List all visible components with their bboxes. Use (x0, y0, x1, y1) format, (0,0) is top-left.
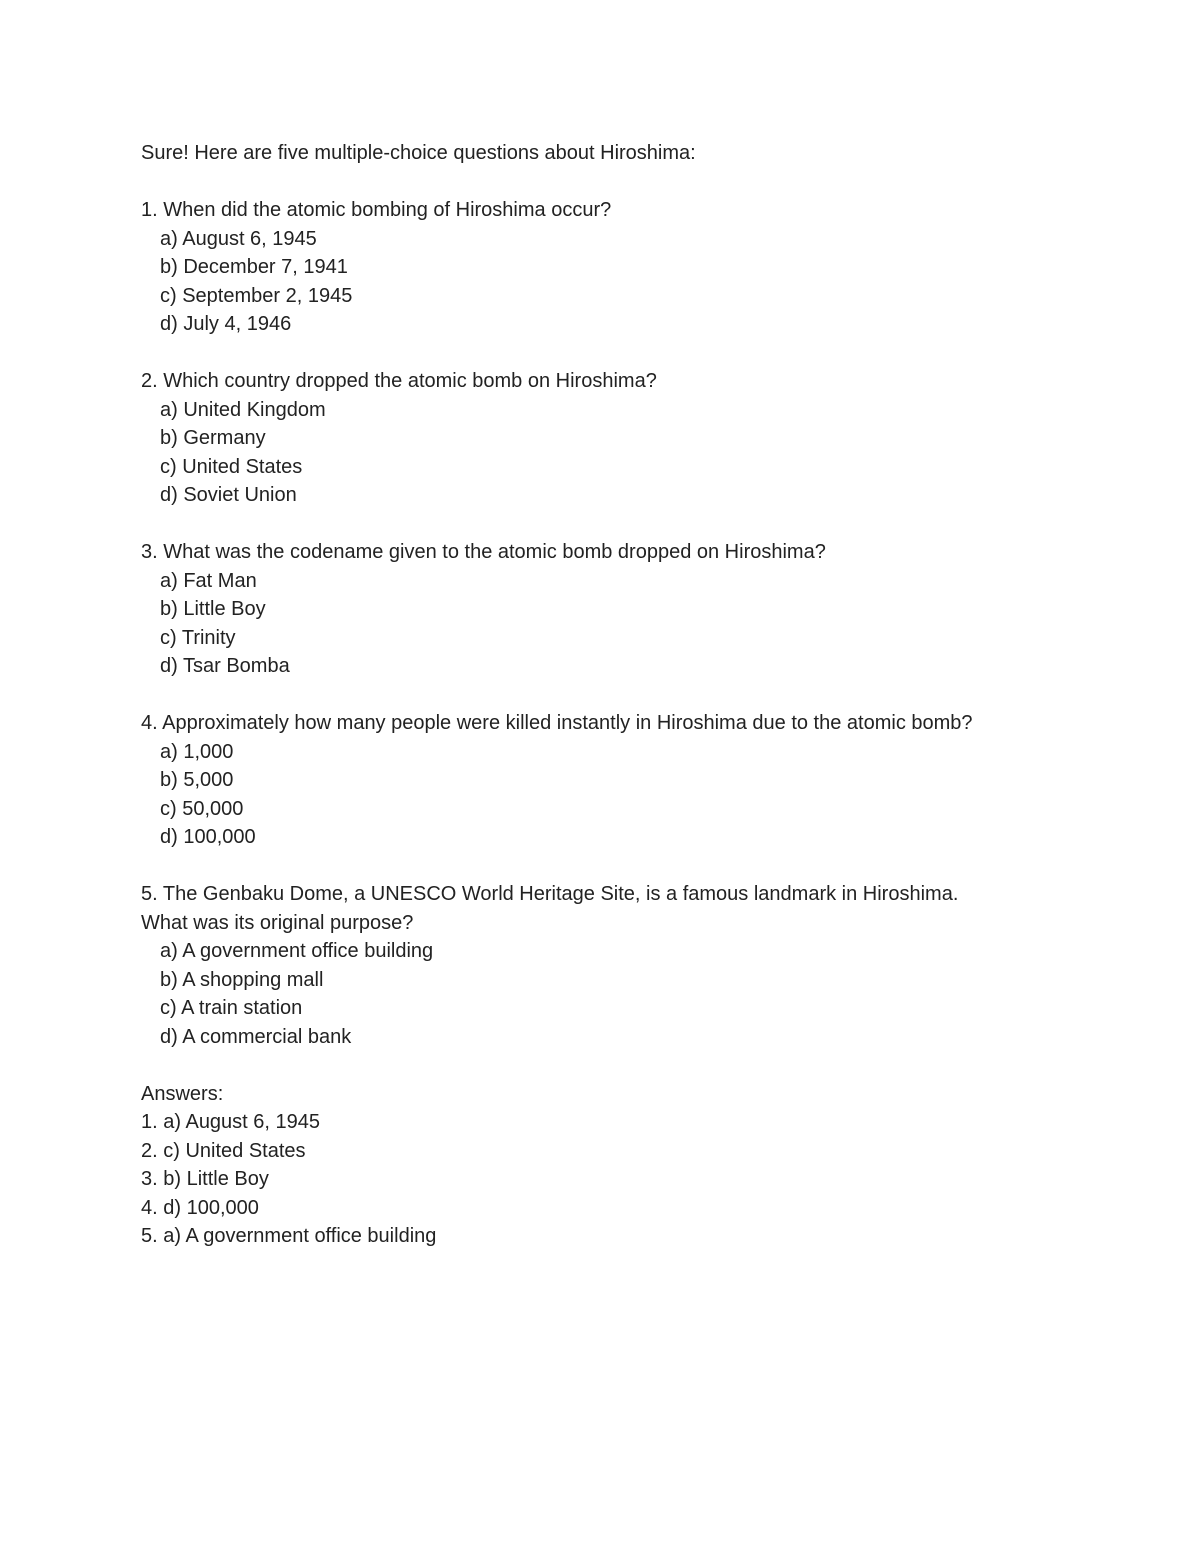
answer-option: c) 50,000 (160, 797, 244, 820)
answer-option: b) A shopping mall (160, 968, 324, 991)
spacer (141, 339, 1141, 368)
answer-option: a) A government office building (160, 940, 434, 962)
answer-option: c) A train station (160, 997, 303, 1019)
spacer (141, 510, 1141, 539)
question-prompt: 4. Approximately how many people were killed instantly in Hiroshima due to the atomic bomb? (141, 712, 973, 734)
question-prompt: 2. Which country dropped the atomic bomb on Hiroshima? (141, 370, 657, 392)
answer-option: a) 1,000 (160, 740, 234, 763)
answer-key-heading: Answers: (141, 1082, 224, 1105)
answer-option: a) Fat Man (160, 569, 257, 592)
answer-key-item: 1. a) August 6, 1945 (141, 1111, 321, 1133)
spacer (141, 1051, 1141, 1080)
question-block (141, 367, 1141, 510)
intro-text: Sure! Here are five multiple-choice questions about Hiroshima: (141, 142, 696, 164)
question-prompt: 3. What was the codename given to the atomic bomb dropped on Hiroshima? (141, 541, 826, 563)
spacer (141, 681, 1141, 710)
answer-key (141, 1080, 1141, 1251)
answer-option: c) United States (160, 455, 303, 478)
answer-key-item: 2. c) United States (141, 1139, 306, 1162)
answer-option: c) September 2, 1945 (160, 284, 353, 307)
answer-option: c) Trinity (160, 626, 236, 649)
answer-option: a) August 6, 1945 (160, 227, 317, 250)
question-prompt-continued: What was its original purpose? (141, 911, 414, 934)
answer-option: d) Tsar Bomba (160, 655, 290, 677)
answer-key-item: 3. b) Little Boy (141, 1168, 269, 1190)
answer-option: b) December 7, 1941 (160, 256, 348, 278)
answer-key-item: 4. d) 100,000 (141, 1196, 259, 1219)
answer-key-item: 5. a) A government office building (141, 1225, 437, 1247)
question-block (141, 538, 1141, 681)
answer-option: a) United Kingdom (160, 398, 326, 421)
question-block (141, 709, 1141, 852)
spacer (141, 852, 1141, 881)
answer-option: b) Germany (160, 427, 266, 449)
answer-option: d) 100,000 (160, 826, 256, 848)
answer-option: d) Soviet Union (160, 484, 297, 506)
answer-option: d) A commercial bank (160, 1025, 352, 1048)
question-prompt: 1. When did the atomic bombing of Hiroshima occur? (141, 199, 612, 221)
question-block (141, 196, 1141, 339)
question-block (141, 880, 1141, 1051)
spacer (141, 168, 1141, 197)
answer-option: d) July 4, 1946 (160, 313, 292, 335)
answer-option: b) 5,000 (160, 769, 234, 791)
document-body (141, 139, 1141, 1251)
question-prompt: 5. The Genbaku Dome, a UNESCO World Heritage Site, is a famous landmark in Hiroshima. (141, 883, 959, 905)
answer-option: b) Little Boy (160, 598, 266, 620)
